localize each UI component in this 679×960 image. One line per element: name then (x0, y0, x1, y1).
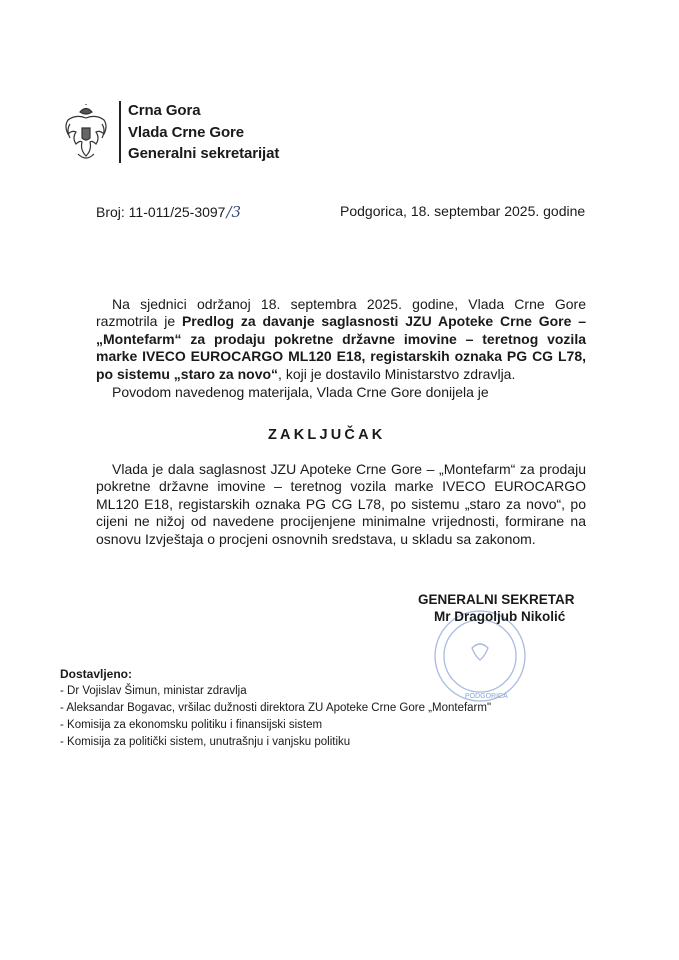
conclusion-paragraph: Vlada je dala saglasnost JZU Apoteke Crne Gore – „Montefarm“ za prodaju pokretne državne imovine – teretnog vozila marke IVECO EUROCARGO ML120 E18, registarskih oznaka PG CG L78, po sistemu „staro za novo“, po cijeni ne nižoj od navedene procijenjene minimalne vrijednosti, formirane na osnovu Izvještaja o procjeni osnovnih sredstava, u skladu sa zakonom. (96, 461, 586, 547)
list-item: - Komisija za ekonomsku politiku i finansijski sistem (60, 717, 491, 734)
intro-text-end: , koji je dostavilo Ministarstvo zdravlja. (278, 365, 516, 382)
distribution-list (60, 683, 491, 751)
coat-of-arms-icon (62, 104, 110, 164)
list-item: - Komisija za politički sistem, unutrašnju i vanjsku politiku (60, 734, 491, 751)
signature-title: GENERALNI SEKRETAR (418, 592, 575, 607)
reference-number-text: Broj: 11-011/25-3097 (96, 204, 226, 220)
stamp-city: PODGORICA (465, 693, 508, 700)
reference-handwritten-suffix: /3 (226, 203, 242, 221)
reference-number (96, 203, 241, 221)
list-item: - Aleksandar Bogavac, vršilac dužnosti direktora ZU Apoteke Crne Gore „Montefarm" (60, 700, 491, 717)
header-government: Vlada Crne Gore (128, 123, 245, 141)
header-secretariat: Generalni sekretarijat (128, 145, 280, 162)
intro-paragraph-2: Povodom navedenog materijala, Vlada Crne Gore donijela je (112, 384, 489, 400)
header-divider (119, 101, 121, 163)
document-date: Podgorica, 18. septembar 2025. godine (340, 203, 586, 219)
conclusion-heading: ZAKLJUČAK (268, 427, 386, 443)
distribution-title: Dostavljeno: (60, 667, 133, 681)
list-item: - Dr Vojislav Šimun, ministar zdravlja (60, 683, 491, 700)
institution-header (128, 100, 279, 165)
intro-text-start: Na sjednici održanoj 18. septembra 2025. godine, Vlada Crne Gore razmotrila je (96, 296, 586, 330)
intro-proposal-bold: Predlog za davanje saglasnosti JZU Apoteke Crne Gore – „Montefarm“ za prodaju pokretne državne imovine – teretnog vozila marke IVECO EUROCARGO ML120 E18, registarskih oznaka PG CG L78, po sistemu „staro za novo“ (96, 313, 586, 382)
signature-name: Mr Dragoljub Nikolić (434, 609, 566, 624)
intro-paragraph (96, 296, 586, 383)
header-country: Crna Gora (128, 102, 201, 119)
